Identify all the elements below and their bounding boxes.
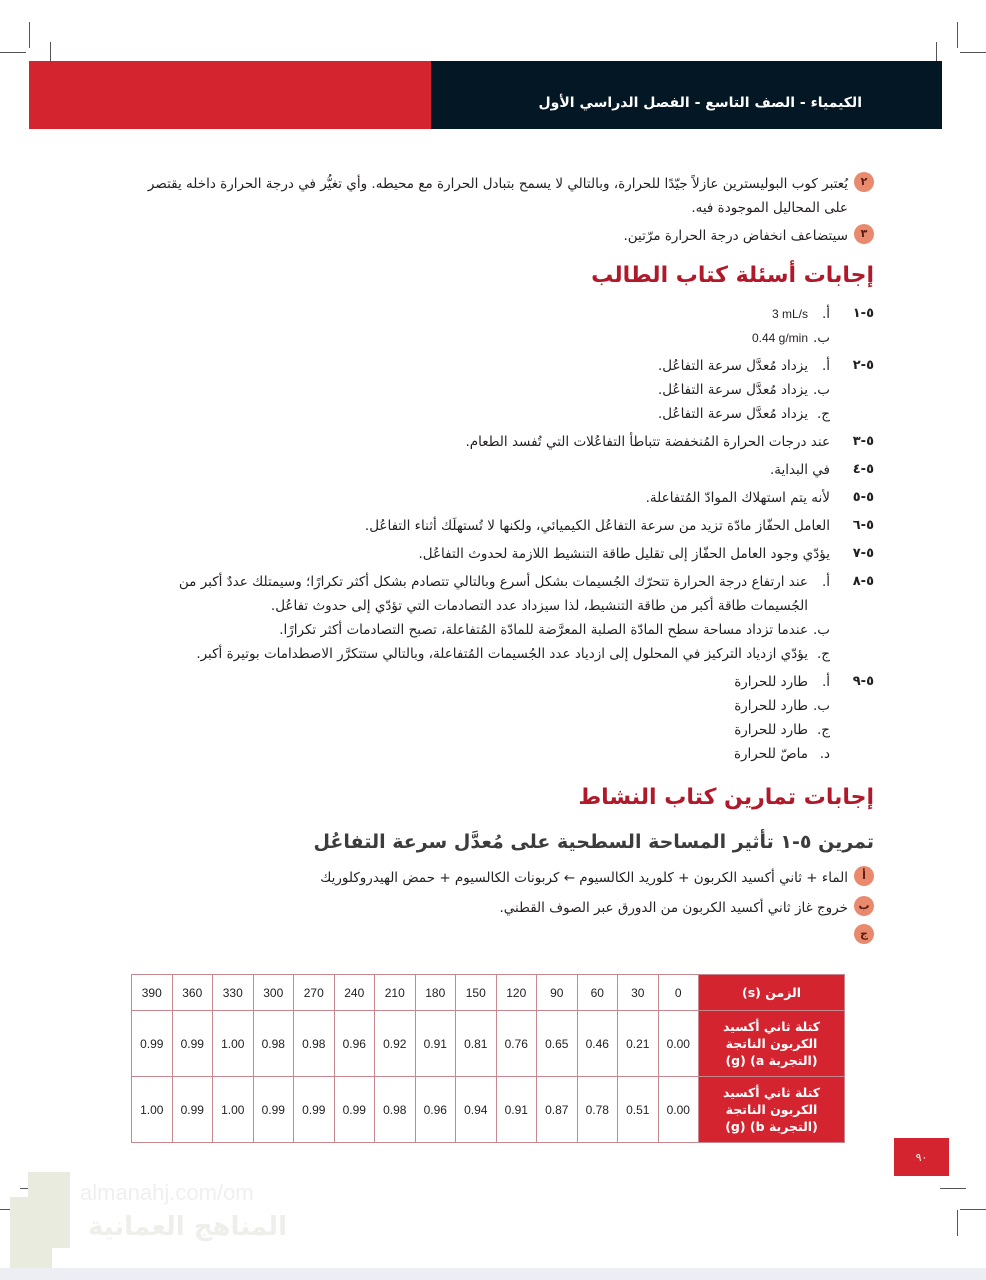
sub-answer-label: أ. [821,358,830,374]
letter-badge: أ [854,866,874,886]
sub-answer-label: ج. [816,406,830,422]
crop-mark [29,22,30,48]
question-number: ٥-٤ [852,462,874,477]
sub-answer [120,402,830,426]
sub-answer-label: ج. [816,646,830,662]
question-number: ٥-٧ [852,546,874,561]
table-cell: 0.96 [415,1077,456,1143]
table-cell: 0.99 [334,1077,375,1143]
question-number: ٥-٦ [852,518,874,533]
table-cell: 0.91 [496,1077,537,1143]
co2-mass-table [131,974,845,1143]
sub-answer-label: د. [819,746,830,762]
sub-answer-text: يزداد مُعدَّل سرعة التفاعُل. [658,406,808,422]
question-item [120,670,874,766]
table-cell: 0.87 [537,1077,578,1143]
question-answer [120,354,830,426]
table-cell: 0.99 [172,1011,213,1077]
watermark-text: المناهج العمانية [88,1212,287,1242]
intro-text: يُعتبر كوب البوليسترين عازلاً جيّدًا للحرارة، وبالتالي لا يسمح بتبادل الحرارة مع محيطه. وأي تغيُّر في درجة الحرارة داخله يقتصر على المحاليل الموجودة فيه. [147,176,848,216]
question-answer: العامل الحفّاز مادّة تزيد من سرعة التفاعُل الكيميائي، ولكنها لا تُستهلَك أثناء التفاعُل. [364,518,830,534]
table-cell: 0.94 [456,1077,497,1143]
exercise-title: تمرين ٥-١ تأثير المساحة السطحية على مُعدَّل سرعة التفاعُل [313,831,874,853]
table-cell: 1.00 [213,1011,254,1077]
intro-item [120,172,874,220]
sub-answer-text [120,326,808,350]
sub-answer-text: يزداد مُعدَّل سرعة التفاعُل. [658,358,808,374]
sub-answer [120,570,830,618]
table-cell: 0.99 [294,1077,335,1143]
question-number: ٥-٣ [852,434,874,449]
table-cell: 1.00 [132,1077,173,1143]
sub-answer-label: أ. [821,574,830,590]
sub-answer-text: طارد للحرارة [734,722,808,738]
unit-value: 3 mL/s [771,307,808,321]
activity-text: الماء + ثاني أكسيد الكربون + كلوريد الكالسيوم ← كربونات الكالسيوم + حمض الهيدروكلوريك [320,870,848,886]
table-cell: 360 [172,975,213,1011]
question-item [120,570,874,666]
table-cell: 0.96 [334,1011,375,1077]
sub-answer-text [120,302,808,326]
table-cell: 0.99 [253,1077,294,1143]
table-cell: 0.65 [537,1011,578,1077]
sub-answer [120,378,830,402]
crop-mark [957,1210,958,1236]
table-cell: 330 [213,975,254,1011]
crop-mark [960,1209,986,1210]
sub-answer-label: ج. [816,722,830,738]
page-content [120,172,874,944]
table-row-time [132,975,845,1011]
question-answer: عند درجات الحرارة المُنخفضة تتباطأ التفاعُلات التي تُفسد الطعام. [465,434,830,450]
question-item [120,302,874,350]
table-cell: 0.00 [658,1077,699,1143]
section-heading-student-book: إجابات أسئلة كتاب الطالب [591,263,874,288]
table-cell: 390 [132,975,173,1011]
table-cell: 300 [253,975,294,1011]
crop-mark [0,52,26,53]
sub-answer [120,742,830,766]
question-number: ٥-١ [852,306,874,321]
table-cell: 240 [334,975,375,1011]
table-cell: 0 [658,975,699,1011]
activity-item [120,924,874,944]
table-row-mass-a [132,1011,845,1077]
section-heading-activity-book: إجابات تمارين كتاب النشاط [578,785,874,810]
row-header: الزمن (s) [699,975,845,1011]
question-number: ٥-٨ [852,574,874,589]
unit-value: 0.44 g/min [751,331,808,345]
row-header: كتلة ثاني أكسيد الكربون الناتجة (التجربة a) (g) [699,1011,845,1077]
letter-badge: ب [854,896,874,916]
question-answer [120,670,830,766]
activity-text: خروج غاز ثاني أكسيد الكربون من الدورق عبر الصوف القطني. [499,900,848,916]
table-cell: 0.78 [577,1077,618,1143]
question-answer: لأنه يتم استهلاك الموادّ المُتفاعلة. [645,490,830,506]
sub-answer-label: ب. [812,330,830,346]
table-row-mass-b [132,1077,845,1143]
table-cell: 0.99 [172,1077,213,1143]
intro-text: سيتضاعف انخفاض درجة الحرارة مرّتين. [623,228,848,244]
table-cell: 1.00 [213,1077,254,1143]
sub-answer-text: عند ارتفاع درجة الحرارة تتحرّك الجُسيمات بشكل أسرع وبالتالي تتصادم بشكل أكثر تكرارًا؛ وسيمتلك عددٌ أكبر من الجُسيمات طاقة أكبر من طاقة التنشيط، لذا سيزداد عدد التصادمات التي تؤدّي إلى حدوث تفاعُل. [178,574,808,614]
crop-mark [957,22,958,48]
table-cell: 210 [375,975,416,1011]
sub-answer [120,302,830,326]
table-cell: 0.98 [375,1077,416,1143]
question-item [120,514,874,538]
activity-item [120,896,874,920]
question-number: ٥-٥ [852,490,874,505]
page-number: ٩٠ [894,1138,949,1176]
sub-answer [120,642,830,666]
question-answer [120,302,830,350]
sub-answer-text: يزداد مُعدَّل سرعة التفاعُل. [658,382,808,398]
watermark-url: almanahj.com/om [80,1180,254,1205]
letter-badge: ج [854,924,874,944]
watermark-box [10,1197,52,1275]
intro-item [120,224,874,248]
table-cell: 0.92 [375,1011,416,1077]
table-cell: 120 [496,975,537,1011]
sub-answer-text: يؤدّي ازدياد التركيز في المحلول إلى ازدياد عدد الجُسيمات المُتفاعلة، وبالتالي ستتكرَّر الاصطدامات بوتيرة أكبر. [196,646,808,662]
table-cell: 0.76 [496,1011,537,1077]
header-red-band [29,61,431,129]
crop-mark [940,1188,966,1189]
table-cell: 0.00 [658,1011,699,1077]
activity-item [120,866,874,890]
header-dark-band [431,61,942,129]
number-badge: ٣ [854,224,874,244]
table-cell: 0.91 [415,1011,456,1077]
table-cell: 30 [618,975,659,1011]
table-cell: 180 [415,975,456,1011]
question-answer: يؤدّي وجود العامل الحفّاز إلى تقليل طاقة التنشيط اللازمة لحدوث التفاعُل. [418,546,830,562]
sub-answer-label: أ. [821,674,830,690]
table-cell: 270 [294,975,335,1011]
sub-answer-text: ماصّ للحرارة [733,746,808,762]
question-item [120,542,874,566]
table-cell: 0.99 [132,1011,173,1077]
number-badge: ٢ [854,172,874,192]
question-answer: في البداية. [769,462,830,478]
table-cell: 60 [577,975,618,1011]
sub-answer-label: ب. [812,622,830,638]
questions-list [120,302,874,766]
header-title: الكيمياء - الصف التاسع - الفصل الدراسي الأول [538,95,862,111]
table-cell: 0.81 [456,1011,497,1077]
table-cell: 0.46 [577,1011,618,1077]
question-item [120,486,874,510]
sub-answer-text: عندما تزداد مساحة سطح المادّة الصلبة المعرَّضة للمادّة المُتفاعلة، تصبح التصادمات أكثر تكرارًا. [279,622,808,638]
sub-answer [120,326,830,350]
question-item [120,354,874,426]
question-number: ٥-٩ [852,674,874,689]
sub-answer-label: ب. [812,698,830,714]
sub-answer [120,670,830,694]
crop-mark [960,52,986,53]
table-cell: 150 [456,975,497,1011]
table-cell: 0.51 [618,1077,659,1143]
sub-answer [120,618,830,642]
bottom-strip [0,1268,986,1280]
sub-answer [120,694,830,718]
sub-answer-text: طارد للحرارة [734,674,808,690]
table-cell: 0.21 [618,1011,659,1077]
sub-answer-label: ب. [812,382,830,398]
sub-answer-text: طارد للحرارة [734,698,808,714]
question-number: ٥-٢ [852,358,874,373]
question-answer [120,570,830,666]
sub-answer-label: أ. [821,306,830,322]
table-cell: 0.98 [253,1011,294,1077]
table-cell: 90 [537,975,578,1011]
table-cell: 0.98 [294,1011,335,1077]
row-header: كتلة ثاني أكسيد الكربون الناتجة (التجربة b) (g) [699,1077,845,1143]
sub-answer [120,718,830,742]
sub-answer [120,354,830,378]
question-item [120,430,874,454]
question-item [120,458,874,482]
